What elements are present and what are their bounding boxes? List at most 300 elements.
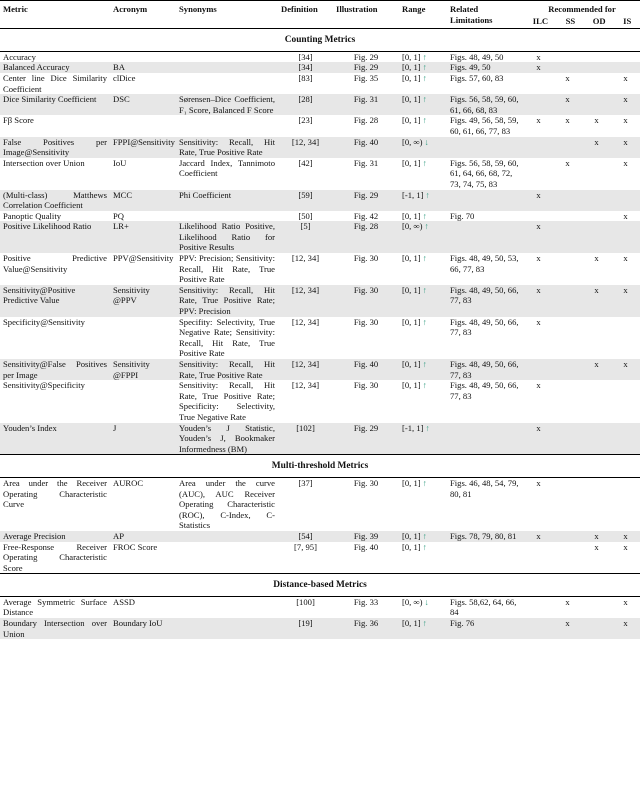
cell-definition: [59] (278, 190, 333, 211)
cell-related: Figs. 46, 48, 54, 79, 80, 81 (450, 477, 519, 499)
cell-range (399, 531, 447, 542)
range-value: [0, 1] (402, 477, 421, 488)
cell-range (399, 211, 447, 222)
range-value: [0, ∞) (402, 221, 423, 232)
cell-acronym: DSC (110, 94, 176, 115)
cell-definition: [19] (278, 618, 333, 639)
cell-acronym (110, 51, 176, 62)
range-value: [0, 1] (402, 530, 421, 541)
cell-ss: x (553, 94, 582, 115)
cell-related: Fig. 70 (450, 210, 475, 221)
cell-synonyms (176, 618, 278, 639)
arrow-up-icon: ↑ (422, 72, 427, 83)
cell-ilc: x (524, 62, 553, 73)
cell-definition: [34] (278, 62, 333, 73)
cell-od (582, 618, 611, 639)
cell-metric: Sensitivity@Specificity (3, 380, 85, 391)
header-ilc: ILC (532, 15, 549, 26)
cell-related (447, 542, 524, 574)
cell-synonyms: Sensitivity: Recall, Hit Rate, True Positive Rate; Specificity: Selectivity, True Negative Rate (179, 380, 275, 422)
cell-range (399, 51, 447, 62)
cell-ilc: x (536, 477, 541, 488)
range-value: [0, 1] (402, 316, 421, 327)
table-header-row (0, 1, 640, 29)
cell-illustration: Fig. 35 (353, 72, 379, 83)
table-row (0, 596, 640, 618)
cell-metric: (Multi-class) Matthews Correlation Coefficient (0, 190, 110, 211)
range-value: [0, 1] (402, 284, 421, 295)
cell-range (399, 221, 447, 253)
cell-metric: Balanced Accuracy (0, 62, 110, 73)
cell-acronym (110, 317, 176, 359)
header-acronym: Acronym (113, 4, 148, 14)
cell-illustration: Fig. 30 (353, 316, 379, 327)
cell-acronym: BA (110, 62, 176, 73)
cell-ilc (524, 137, 553, 158)
cell-ilc: x (536, 316, 541, 327)
range-value: [0, ∞) (402, 596, 423, 607)
cell-range (399, 253, 447, 285)
cell-range (399, 542, 447, 574)
cell-metric: Average Precision (0, 531, 110, 542)
cell-ilc: x (536, 115, 541, 126)
range-value: [0, ∞) (402, 136, 423, 147)
cell-related: Figs. 48, 49, 50, 66, 77, 83 (447, 285, 524, 317)
cell-is (611, 477, 640, 530)
cell-definition: [12, 34] (278, 285, 333, 317)
table-row (0, 317, 640, 359)
cell-metric: Boundary Intersection over Union (0, 618, 110, 639)
cell-metric: Sensitivity@False Positives per Image (0, 359, 110, 380)
cell-is: x (623, 72, 628, 83)
table-row (0, 115, 640, 136)
cell-acronym (110, 115, 176, 136)
table-row (0, 253, 640, 285)
range-value: [0, 1] (402, 157, 421, 168)
cell-range (399, 158, 447, 190)
cell-synonyms (176, 542, 278, 574)
cell-is: x (623, 115, 628, 126)
arrow-up-icon: ↑ (424, 221, 429, 232)
cell-definition: [34] (298, 51, 313, 62)
cell-is: x (623, 157, 628, 168)
cell-synonyms (176, 62, 278, 73)
cell-range (399, 359, 447, 380)
cell-illustration: Fig. 40 (333, 137, 399, 158)
cell-ss: x (565, 72, 570, 83)
cell-ss (553, 51, 582, 62)
table-row (0, 137, 640, 158)
cell-illustration: Fig. 36 (333, 618, 399, 639)
table-row (0, 542, 640, 574)
cell-range (399, 380, 447, 422)
arrow-down-icon: ↓ (424, 136, 429, 147)
cell-illustration: Fig. 31 (353, 157, 379, 168)
range-value: [-1, 1] (402, 189, 424, 200)
cell-definition: [12, 34] (291, 253, 320, 264)
cell-definition: [23] (298, 115, 313, 126)
cell-od (582, 317, 611, 359)
header-range: Range (402, 4, 426, 14)
table-row (0, 62, 640, 73)
table-row (0, 211, 640, 222)
cell-ss (553, 477, 582, 530)
cell-synonyms: Sensitivity: Recall, Hit Rate, True Positive Rate (176, 137, 278, 158)
cell-acronym: AUROC (113, 477, 144, 488)
table-row (0, 51, 640, 62)
cell-definition: [5] (278, 221, 333, 253)
cell-related (447, 137, 524, 158)
arrow-up-icon: ↑ (422, 380, 427, 391)
cell-ilc: x (524, 285, 553, 317)
cell-ss: x (565, 115, 570, 126)
cell-ilc (524, 359, 553, 380)
cell-related: Figs. 57, 60, 83 (450, 72, 504, 83)
cell-range (399, 190, 447, 211)
cell-is: x (611, 285, 640, 317)
arrow-up-icon: ↑ (425, 189, 430, 200)
cell-related: Figs. 48, 49, 50, 66, 77, 83 (450, 316, 519, 338)
cell-acronym: J (110, 423, 176, 455)
section-header (0, 455, 640, 478)
cell-definition: [83] (298, 72, 313, 83)
cell-od (582, 477, 611, 530)
cell-related: Figs. 49, 50 (447, 62, 524, 73)
cell-ss: x (565, 596, 570, 607)
section-header (0, 574, 640, 597)
cell-od (582, 221, 611, 253)
range-value: [0, 1] (402, 115, 421, 126)
cell-related: Figs. 56, 58, 59, 60, 61, 66, 68, 83 (447, 94, 524, 115)
cell-definition: [12, 34] (278, 359, 333, 380)
header-definition: Definition (281, 4, 318, 14)
arrow-up-icon: ↑ (422, 541, 427, 552)
cell-related: Figs. 48, 49, 50, 66, 77, 83 (447, 359, 524, 380)
range-value: [0, 1] (402, 618, 421, 629)
range-value: [-1, 1] (402, 422, 424, 433)
cell-synonyms (176, 596, 278, 618)
cell-ilc (524, 211, 553, 222)
cell-is: x (623, 541, 628, 552)
cell-ss (553, 253, 582, 285)
cell-od (582, 73, 611, 94)
cell-synonyms: Specifity: Selectivity, True Negative Rate; Sensitivity: Recall, Hit Rate, True Positive Rate (179, 316, 275, 359)
cell-illustration: Fig. 40 (333, 359, 399, 380)
cell-is (611, 380, 640, 422)
cell-illustration: Fig. 30 (353, 380, 379, 391)
cell-illustration: Fig. 31 (333, 94, 399, 115)
cell-synonyms (176, 211, 278, 222)
table-row (0, 285, 640, 317)
cell-ilc: x (524, 221, 553, 253)
cell-ilc (524, 158, 553, 190)
cell-acronym: LR+ (110, 221, 176, 253)
cell-acronym: FROC Score (113, 541, 158, 552)
range-value: [0, 1] (402, 253, 421, 264)
arrow-up-icon: ↑ (422, 210, 427, 221)
cell-metric: Intersection over Union (3, 157, 85, 168)
cell-ss (553, 317, 582, 359)
cell-synonyms: Likelihood Ratio Positive, Likelihood Ratio for Positive Results (176, 221, 278, 253)
cell-acronym (110, 380, 176, 422)
cell-ss: x (565, 157, 570, 168)
cell-od (582, 596, 611, 618)
cell-ilc (524, 596, 553, 618)
cell-range (399, 73, 447, 94)
cell-synonyms: PPV: Precision; Sensitivity: Recall, Hit Rate, True Positive Rate (179, 253, 275, 285)
cell-ss (553, 423, 582, 455)
header-recommended-label: Recommended for (548, 4, 616, 14)
header-ss: SS (565, 15, 576, 26)
cell-illustration: Fig. 29 (333, 190, 399, 211)
cell-definition: [50] (298, 210, 313, 221)
section-title: Multi-threshold Metrics (0, 455, 640, 478)
cell-is (611, 423, 640, 455)
cell-acronym: AP (110, 531, 176, 542)
table-row (0, 359, 640, 380)
cell-is: x (611, 618, 640, 639)
cell-ss (553, 190, 582, 211)
table-row (0, 531, 640, 542)
cell-range (399, 115, 447, 136)
cell-related: Figs. 48, 49, 50, 66, 77, 83 (450, 380, 519, 401)
cell-related: Fig. 76 (447, 618, 524, 639)
header-synonyms: Synonyms (179, 4, 217, 14)
cell-synonyms (176, 531, 278, 542)
cell-illustration: Fig. 29 (333, 62, 399, 73)
cell-ilc: x (524, 423, 553, 455)
cell-ilc: x (524, 190, 553, 211)
cell-related: Figs. 56, 58, 59, 60, 61, 64, 66, 68, 72, 73, 74, 75, 83 (450, 157, 519, 189)
cell-is (611, 221, 640, 253)
cell-ilc: x (536, 253, 541, 264)
header-recommended (524, 1, 640, 29)
cell-od: x (582, 137, 611, 158)
cell-related: Figs. 48, 49, 50 (450, 51, 504, 62)
cell-is: x (623, 596, 628, 607)
cell-range (399, 618, 447, 639)
cell-od (582, 380, 611, 422)
cell-illustration: Fig. 33 (353, 596, 379, 607)
cell-related (447, 221, 524, 253)
section-header (0, 29, 640, 52)
cell-illustration: Fig. 29 (353, 51, 379, 62)
cell-definition: [54] (278, 531, 333, 542)
cell-acronym: clDice (113, 72, 136, 83)
cell-od: x (582, 285, 611, 317)
cell-definition: [100] (296, 596, 315, 607)
table-row (0, 190, 640, 211)
arrow-up-icon: ↑ (422, 316, 427, 327)
cell-illustration: Fig. 39 (333, 531, 399, 542)
cell-acronym: ASSD (113, 596, 135, 607)
cell-ss (553, 380, 582, 422)
cell-illustration: Fig. 28 (333, 221, 399, 253)
cell-related: Figs. 58,62, 64, 66, 84 (450, 596, 517, 618)
cell-illustration: Fig. 30 (353, 477, 379, 488)
header-related-limitations: Related Limitations (450, 4, 493, 25)
cell-metric: Average Symmetric Surface Distance (3, 596, 107, 618)
cell-metric: Panoptic Quality (3, 210, 61, 221)
cell-is: x (623, 253, 628, 264)
cell-metric: Accuracy (3, 51, 36, 62)
range-value: [0, 1] (402, 51, 421, 62)
section-title: Distance-based Metrics (0, 574, 640, 597)
cell-illustration: Fig. 42 (353, 210, 379, 221)
header-metric: Metric (3, 4, 28, 14)
cell-ilc (524, 94, 553, 115)
arrow-down-icon: ↓ (424, 596, 429, 607)
cell-ilc: x (536, 380, 541, 391)
arrow-up-icon: ↑ (422, 359, 427, 369)
cell-definition: [37] (298, 477, 313, 488)
arrow-up-icon: ↑ (422, 157, 427, 168)
cell-range (399, 62, 447, 73)
cell-related (447, 190, 524, 211)
cell-definition: [12, 34] (291, 380, 320, 391)
cell-synonyms: Phi Coefficient (176, 190, 278, 211)
cell-ss (553, 211, 582, 222)
cell-acronym: MCC (110, 190, 176, 211)
cell-acronym: Boundary IoU (110, 618, 176, 639)
cell-synonyms (176, 73, 278, 94)
cell-is (611, 51, 640, 62)
cell-ilc (524, 618, 553, 639)
cell-is: x (611, 531, 640, 542)
table-row (0, 477, 640, 530)
cell-range (399, 285, 447, 317)
cell-metric: Fβ Score (3, 115, 34, 126)
cell-illustration: Fig. 30 (333, 285, 399, 317)
cell-acronym: Sensitivity @PPV (110, 285, 176, 317)
cell-od (582, 94, 611, 115)
cell-related (447, 423, 524, 455)
cell-metric: Dice Similarity Coefficient (0, 94, 110, 115)
cell-definition: [12, 34] (278, 137, 333, 158)
cell-ilc: x (536, 51, 541, 62)
cell-synonyms (176, 51, 278, 62)
cell-metric: Sensitivity@Positive Predictive Value (0, 285, 110, 317)
cell-is (611, 62, 640, 73)
table-row (0, 221, 640, 253)
arrow-up-icon: ↑ (422, 284, 427, 295)
arrow-up-icon: ↑ (422, 115, 427, 126)
cell-illustration: Fig. 28 (353, 115, 379, 126)
cell-ss (553, 542, 582, 574)
cell-acronym: Sensitivity @FPPI (110, 359, 176, 380)
arrow-up-icon: ↑ (422, 618, 427, 629)
cell-range (399, 137, 447, 158)
cell-related: Figs. 48, 49, 50, 53, 66, 77, 83 (450, 253, 519, 274)
cell-synonyms: Sensitivity: Recall, Hit Rate, True Positive Rate; PPV: Precision (176, 285, 278, 317)
cell-acronym: FPPI@Sensitivity (110, 137, 176, 158)
cell-metric: Center line Dice Similarity Coefficient (3, 72, 107, 94)
cell-ss (553, 285, 582, 317)
arrow-up-icon: ↑ (422, 51, 427, 62)
cell-metric: Positive Likelihood Ratio (0, 221, 110, 253)
table-body (0, 29, 640, 640)
cell-od (582, 211, 611, 222)
cell-acronym: PPV@Sensitivity (113, 253, 174, 264)
table-row (0, 618, 640, 639)
cell-definition: [7, 95] (294, 541, 317, 552)
table-row (0, 73, 640, 94)
cell-synonyms: Youden’s J Statistic, Youden’s J, Bookmaker Informedness (BM) (176, 423, 278, 455)
table-row (0, 158, 640, 190)
cell-metric: Youden’s Index (0, 423, 110, 455)
cell-synonyms: Jaccard Index, Tannimoto Coefficient (179, 157, 275, 179)
cell-metric: Specificity@Sensitivity (3, 316, 85, 327)
cell-ilc (524, 73, 553, 94)
cell-acronym: IoU (113, 157, 127, 168)
arrow-up-icon: ↑ (422, 477, 427, 488)
cell-od: x (582, 359, 611, 380)
cell-od: x (594, 541, 599, 552)
cell-metric: Area under the Receiver Operating Characteristic Curve (3, 477, 107, 510)
cell-is: x (611, 359, 640, 380)
cell-ss: x (553, 618, 582, 639)
cell-metric: Free-Response Receiver Operating Characteristic Score (3, 541, 107, 573)
cell-is: x (611, 137, 640, 158)
cell-ss (553, 62, 582, 73)
cell-illustration: Fig. 30 (353, 253, 379, 264)
cell-od: x (582, 531, 611, 542)
cell-illustration: Fig. 29 (333, 423, 399, 455)
table-row (0, 380, 640, 422)
cell-range (399, 423, 447, 455)
header-recommended-sub (524, 16, 640, 27)
range-value: [0, 1] (402, 541, 421, 552)
cell-od: x (594, 115, 599, 126)
header-illustration: Illustration (336, 4, 378, 14)
cell-range (399, 477, 447, 530)
range-value: [0, 1] (402, 359, 421, 369)
table-row (0, 94, 640, 115)
cell-is (611, 190, 640, 211)
cell-synonyms: Sørensen–Dice Coefficient, F₁ Score, Balanced F Score (176, 94, 278, 115)
range-value: [0, 1] (402, 94, 421, 105)
arrow-up-icon: ↑ (422, 94, 427, 105)
cell-synonyms: Sensitivity: Recall, Hit Rate, True Positive Rate (176, 359, 278, 380)
cell-ss (553, 531, 582, 542)
cell-range (399, 596, 447, 618)
cell-ss (553, 137, 582, 158)
cell-od (582, 423, 611, 455)
cell-od (582, 51, 611, 62)
cell-is (611, 317, 640, 359)
cell-od: x (594, 253, 599, 264)
cell-range (399, 94, 447, 115)
range-value: [0, 1] (402, 380, 421, 391)
range-value: [0, 1] (402, 72, 421, 83)
cell-definition: [102] (278, 423, 333, 455)
cell-synonyms: Area under the curve (AUC), AUC Receiver Operating Characteristic (ROC), C-Index, C-Statistics (179, 477, 275, 531)
header-od: OD (592, 15, 606, 26)
cell-related: Figs. 49, 56, 58, 59, 60, 61, 66, 77, 83 (450, 115, 519, 136)
cell-definition: [12, 34] (291, 316, 320, 327)
cell-ilc: x (524, 531, 553, 542)
cell-synonyms (176, 115, 278, 136)
arrow-up-icon: ↑ (425, 422, 430, 433)
arrow-up-icon: ↑ (422, 62, 427, 73)
header-is: IS (623, 15, 632, 26)
table-row (0, 423, 640, 455)
range-value: [0, 1] (402, 62, 421, 73)
cell-metric: False Positives per Image@Sensitivity (0, 137, 110, 158)
cell-metric: Positive Predictive Value@Sensitivity (3, 253, 107, 274)
arrow-up-icon: ↑ (422, 253, 427, 264)
cell-od (582, 62, 611, 73)
